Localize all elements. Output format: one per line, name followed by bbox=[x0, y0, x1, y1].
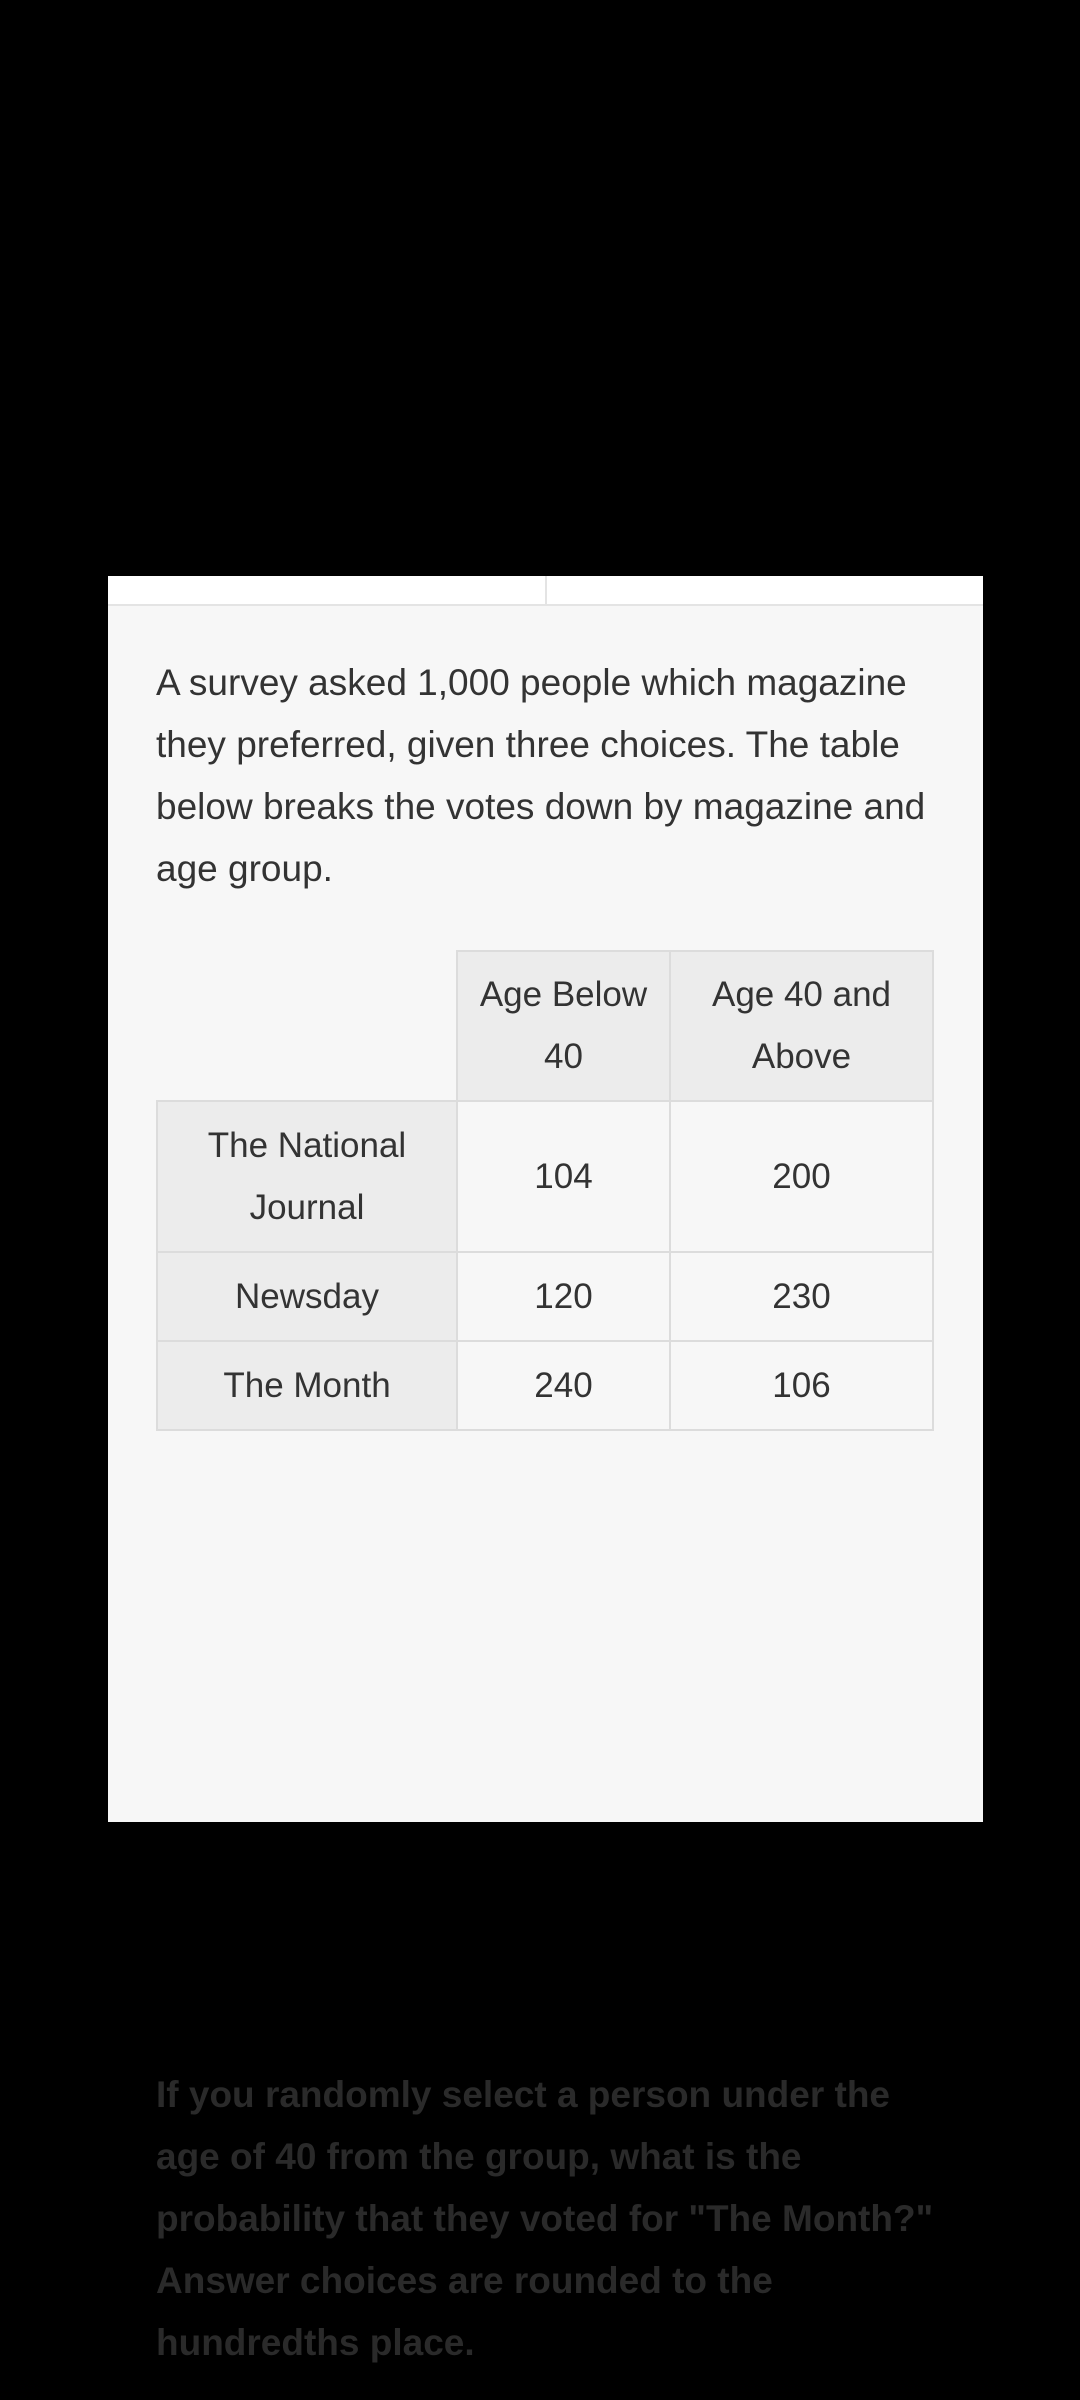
table-cell: 104 bbox=[457, 1101, 670, 1252]
question-card bbox=[108, 576, 983, 2363]
table-cell: 240 bbox=[457, 1341, 670, 1430]
column-header-age-40-and-above: Age 40 and Above bbox=[670, 951, 933, 1101]
table-cell: 230 bbox=[670, 1252, 933, 1341]
table-row bbox=[157, 1101, 933, 1252]
top-bar-divider bbox=[545, 576, 547, 604]
card-top-bar bbox=[108, 576, 983, 606]
row-header: Newsday bbox=[157, 1252, 457, 1341]
question-text: If you randomly select a person under the age of 40 from the group, what is the probability that they voted for "The Month?" Answer choices are rounded to the hundredths place. bbox=[156, 2074, 934, 2363]
table-cell: 200 bbox=[670, 1101, 933, 1252]
table-header-row bbox=[157, 951, 933, 1101]
survey-table bbox=[156, 950, 934, 1431]
row-header: The Month bbox=[157, 1341, 457, 1430]
table-cell: 106 bbox=[670, 1341, 933, 1430]
table-row bbox=[157, 1341, 933, 1430]
table-row bbox=[157, 1252, 933, 1341]
intro-text: A survey asked 1,000 people which magazine they preferred, given three choices. The table below breaks the votes down by magazine and age group. bbox=[156, 662, 926, 889]
column-header-age-below-40: Age Below 40 bbox=[457, 951, 670, 1101]
table-corner bbox=[157, 951, 457, 1101]
table-cell: 120 bbox=[457, 1252, 670, 1341]
row-header: The National Journal bbox=[157, 1101, 457, 1252]
